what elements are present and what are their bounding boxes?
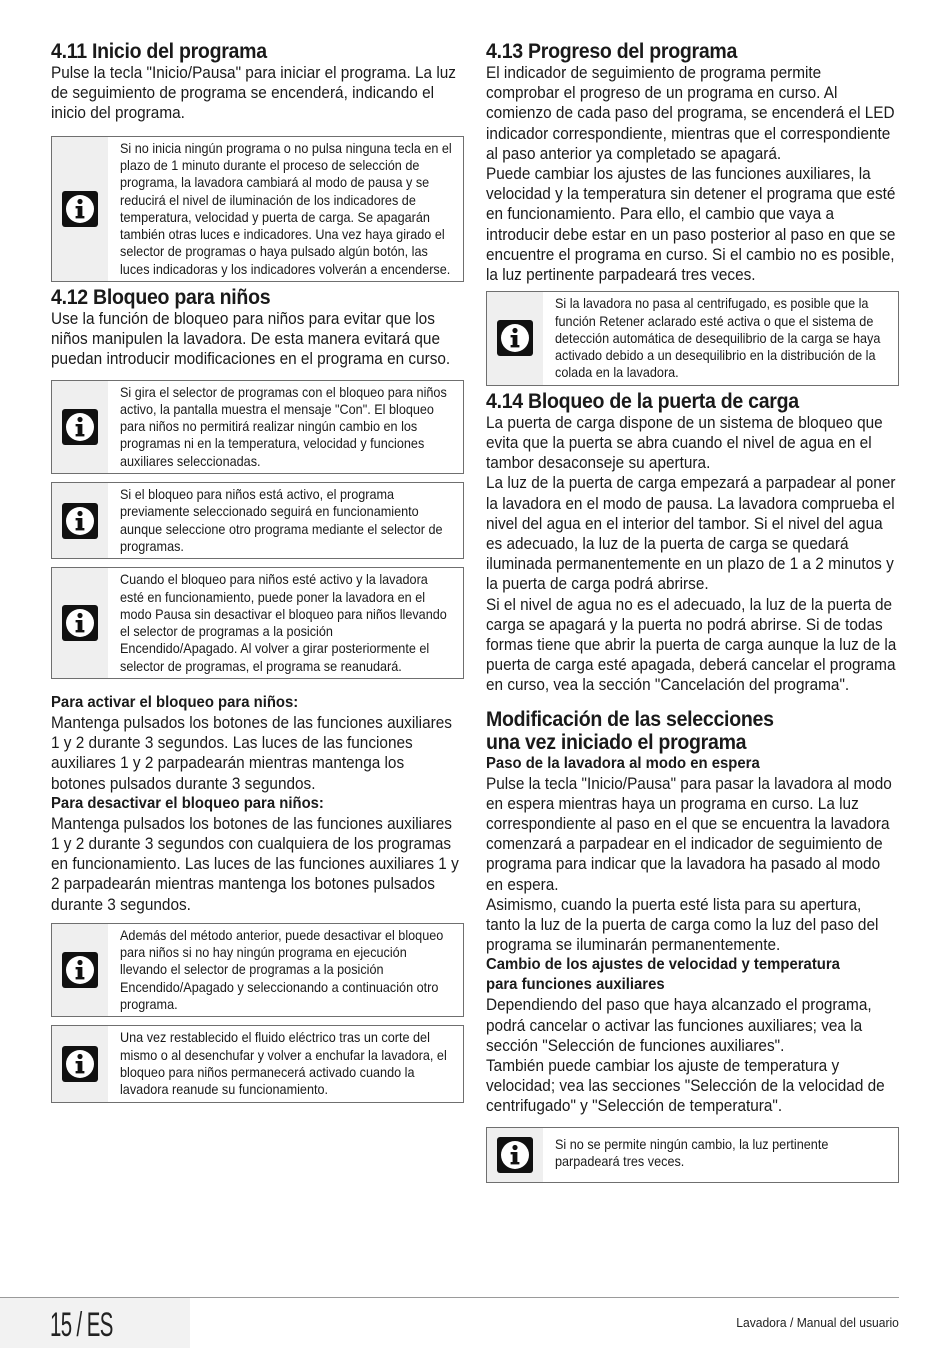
activate-heading: Para activar el bloqueo para niños: <box>51 694 299 712</box>
info-icon <box>497 1137 533 1173</box>
section-body: La puerta de carga dispone de un sistema de bloqueo que evita que la puerta se abra cuando el nivel de agua en el tambor desaconseje su apertura. <box>486 413 883 473</box>
change-heading-line1: Cambio de los ajustes de velocidad y temperatura <box>486 956 840 974</box>
standby-body: Asimismo, cuando la puerta esté lista para su apertura, tanto la luz de la puerta de carga como la luz del paso del programa se iluminarán permanentemente. <box>486 895 879 955</box>
info-note <box>51 1025 464 1102</box>
section-title-4-12: 4.12 Bloqueo para niños <box>51 285 271 309</box>
section-body: Pulse la tecla "Inicio/Pausa" para iniciar el programa. La luz de seguimiento de programa se encenderá, indicando el inicio del programa. <box>51 64 456 123</box>
info-icon <box>62 409 98 445</box>
info-note <box>486 291 899 385</box>
standby-heading: Paso de la lavadora al modo en espera <box>486 754 760 772</box>
info-note <box>51 136 464 282</box>
footer-title: Lavadora / Manual del usuario <box>736 1315 899 1330</box>
section-body: La luz de la puerta de carga empezará a parpadear al poner la lavadora en el modo de pausa. La lavadora comprueba el nivel del agua en el interior del tambor. Si el nivel del agua es adecuado, la luz de la puerta de carga se quedará iluminada permanentemente en un plazo de 1 a 2 minutos y la puerta de carga podrá abrirse. <box>486 474 896 594</box>
footer-divider <box>0 1297 899 1298</box>
note-text: Si el bloqueo para niños está activo, el programa previamente seleccionado seguirá en funcionamiento aunque seleccione otro programa mediante el selector de programas. <box>120 487 443 554</box>
change-heading-line2: para funciones auxiliares <box>486 976 665 994</box>
right-column <box>486 40 899 1187</box>
info-icon <box>497 320 533 356</box>
section-body: Puede cambiar los ajustes de las funciones auxiliares, la velocidad y la temperatura sin detener el programa que esté en funcionamiento. Para ello, el cambio que vaya a introducir debe estar en un paso posterior al paso en que se encuentre el programa en curso. Si el cambio no es posible, la luz pertinente parpadeará tres veces. <box>486 165 896 285</box>
left-column <box>51 40 464 1107</box>
info-note <box>51 482 464 559</box>
modification-title-line1: Modificación de las selecciones <box>486 707 774 731</box>
activate-body: Mantenga pulsados los botones de las funciones auxiliares 1 y 2 durante 3 segundos. Las luces de las funciones auxiliares 1 y 2 parpadearán mientras mantenga los botones pulsados durante 3 segundos. <box>51 714 452 793</box>
section-title-4-11: 4.11 Inicio del programa <box>51 40 267 63</box>
info-icon <box>62 605 98 641</box>
section-title-4-13: 4.13 Progreso del programa <box>486 40 738 63</box>
info-note <box>51 567 464 679</box>
info-icon <box>62 503 98 539</box>
deactivate-body: Mantenga pulsados los botones de las funciones auxiliares 1 y 2 durante 3 segundos con cualquiera de los programas en funcionamiento. Las luces de las funciones auxiliares 1 y 2 parpadearán mientras mantenga los botones pulsados durante 3 segundos. <box>51 814 459 914</box>
info-note <box>486 1127 899 1184</box>
note-text: Si gira el selector de programas con el bloqueo para niños activo, la pantalla muestra el mensaje "Con". El bloqueo para niños no permitirá realizar ningún cambio en los programas ni en la temperatura, velocidad y funciones auxiliares seleccionadas. <box>120 384 447 469</box>
section-body: Use la función de bloqueo para niños para evitar que los niños manipulen la lavadora. De esta manera evitará que puedan introducir modificaciones en el programa en curso. <box>51 309 451 369</box>
modification-title-line2: una vez iniciado el programa <box>486 730 747 754</box>
info-note <box>51 923 464 1017</box>
section-body: El indicador de seguimiento de programa permite comprobar el progreso de un programa en curso. Al comienzo de cada paso del programa, se encenderá el LED indicador correspondiente, mientras que el correspondiente al paso anterior ya completado se apagará. <box>486 64 895 163</box>
note-text: Una vez restablecido el fluido eléctrico tras un corte del mismo o al desenchufar y volver a enchufar la lavadora, el bloqueo para niños permanecerá activado cuando la lavadora reanude su funcionamiento. <box>120 1030 447 1098</box>
change-body: Dependiendo del paso que haya alcanzado el programa, podrá cancelar o activar las funciones auxiliares; vea la sección "Selección de funciones auxiliares". <box>486 996 872 1055</box>
section-body: Si el nivel de agua no es el adecuado, la luz de la puerta de carga se apagará y la puerta no podrá abrirse. Si de todas formas tiene que abrir la puerta de carga aunque la luz de la puerta de carga esté apagada, deberá cancelar el programa en curso, vea la sección "Cancelación del programa". <box>486 595 897 695</box>
info-icon <box>62 1046 98 1082</box>
section-title-4-14: 4.14 Bloqueo de la puerta de carga <box>486 389 799 413</box>
change-body: También puede cambiar los ajuste de temperatura y velocidad; vea las secciones "Selección de la velocidad de centrifugado" y "Selección de temperatura". <box>486 1057 885 1116</box>
info-note <box>51 380 464 474</box>
note-text: Además del método anterior, puede desactivar el bloqueo para niños si no hay ningún programa en ejecución llevando el selector de programas a la posición Encendido/Apagado y seleccionando a continuación otro programa. <box>120 927 444 1013</box>
note-text: Si la lavadora no pasa al centrifugado, es posible que la función Retener aclarado esté activa o que el sistema de detección automática de desequilibrio de la carga se haya activado debido a un desequilibrio en la distribución de la colada en la lavadora. <box>555 296 881 381</box>
note-text: Si no se permite ningún cambio, la luz pertinente parpadeará tres veces. <box>555 1136 829 1169</box>
standby-body: Pulse la tecla "Inicio/Pausa" para pasar la lavadora al modo en espera mientras haya un programa en curso. La luz correspondiente al paso en el que se encuentra la lavadora comenzará a parpadear en el indicador de seguimiento de programa para indicar que la lavadora ha pasado al modo en espera. <box>486 774 892 894</box>
note-text: Si no inicia ningún programa o no pulsa ninguna tecla en el plazo de 1 minuto durante el proceso de selección de programa, la lavadora cambiará al modo de pausa y se reducirá el nivel de iluminación de los indicadores de temperatura, velocidad y puerta de carga. Se apagarán también otras luces e indicadores. Una vez haya girado el selector de programas o haya pulsado algún botón, las luces indicadoras y los indicadores volverán a encenderse. <box>120 140 452 277</box>
deactivate-heading: Para desactivar el bloqueo para niños: <box>51 794 324 812</box>
page-number: 15 / ES <box>50 1306 113 1344</box>
info-icon <box>62 191 98 227</box>
note-text: Cuando el bloqueo para niños esté activo y la lavadora esté en funcionamiento, puede poner la lavadora en el modo Pausa sin desactivar el bloqueo para niños llevando el selector de programas a la posición Encendido/Apagado. Al volver a girar posteriormente el selector de programas, el programa se reanudará. <box>120 572 447 674</box>
info-icon <box>62 952 98 988</box>
